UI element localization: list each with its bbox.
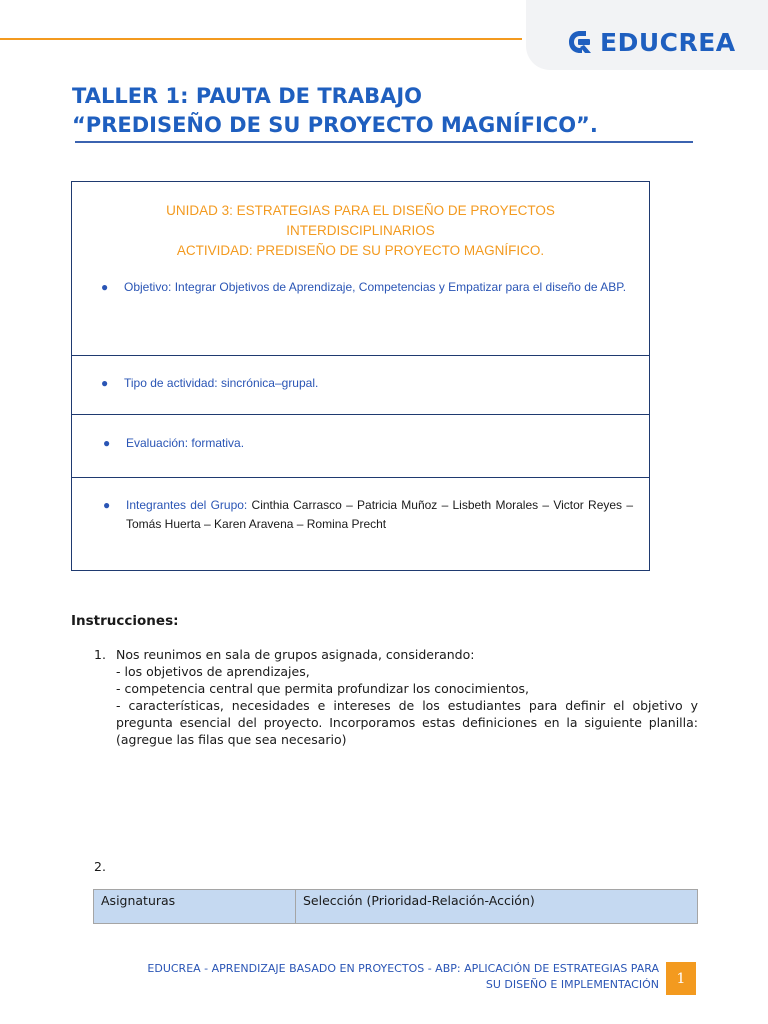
bullet-icon: ● [101,376,109,390]
bullet-icon: ● [101,280,109,294]
objective-text: Objetivo: Integrar Objetivos de Aprendizaje, Competencias y Empatizar para el diseño de ABP. [124,280,627,294]
activity-type-text: Tipo de actividad: sincrónica–grupal. [124,376,319,390]
footer-caption [90,961,659,993]
item-1-line-2: - competencia central que permita profundizar los conocimientos, [116,681,529,696]
selection-column-header: Selección (Prioridad-Relación-Acción) [303,893,535,908]
activity-type-item [101,374,633,393]
item-2-number: 2. [94,859,106,874]
item-1-number: 1. [94,647,106,662]
unit-cell-evaluation [72,414,649,477]
page-title [72,82,712,140]
title-line-2: “PREDISEÑO DE SU PROYECTO MAGNÍFICO”. [72,113,598,137]
unit-info-table [71,181,650,571]
item-1-line-3: - características, necesidades e intereses de los estudiantes para definir el objetivo y pregunta esencial del proyecto. Incorporamos estas definiciones en la siguiente planilla: (agregue las filas que sea necesario) [116,698,698,747]
footer-line-1: EDUCREA - APRENDIZAJE BASADO EN PROYECTOS - ABP: APLICACIÓN DE ESTRATEGIAS PARA [147,962,659,975]
page-number: 1 [666,962,696,995]
members-item [103,496,633,534]
evaluation-item [103,434,633,453]
unit-heading [92,201,629,261]
educrea-logo-icon [566,28,594,56]
footer-line-2: SU DISEÑO E IMPLEMENTACIÓN [485,978,659,991]
item-1-line-1: - los objetivos de aprendizajes, [116,664,310,679]
brand-logo [566,26,736,58]
bullet-icon: ● [103,498,111,512]
subjects-table-header [93,889,698,924]
unit-cell-activity-type [72,355,649,414]
bullet-icon: ● [103,436,111,450]
evaluation-text: Evaluación: formativa. [126,436,245,450]
subjects-column-header: Asignaturas [94,890,296,923]
item-1-intro: Nos reunimos en sala de grupos asignada, considerando: [116,647,475,662]
brand-name: EDUCREA [600,27,736,57]
instructions-heading: Instrucciones: [71,613,179,629]
item-1-body [116,646,698,748]
objective-item [101,278,633,297]
title-line-1: TALLER 1: PAUTA DE TRABAJO [72,84,422,108]
members-names: Cinthia Carrasco – Patricia Muñoz – Lisbeth Morales – Victor Reyes – Tomás Huerta – Karen Aravena – Romina Precht [126,498,633,531]
instructions-list [94,646,698,748]
unit-cell-objective [72,182,649,355]
title-underline [75,141,693,143]
unit-heading-line-2: ACTIVIDAD: PREDISEÑO DE SU PROYECTO MAGNÍFICO. [176,243,545,258]
unit-heading-line-1: UNIDAD 3: ESTRATEGIAS PARA EL DISEÑO DE PROYECTOS INTERDISCIPLINARIOS [166,203,555,238]
members-text [108,496,633,534]
header-orange-rule [0,38,522,40]
members-label: Integrantes del Grupo: [126,498,248,512]
unit-cell-members [72,477,649,571]
